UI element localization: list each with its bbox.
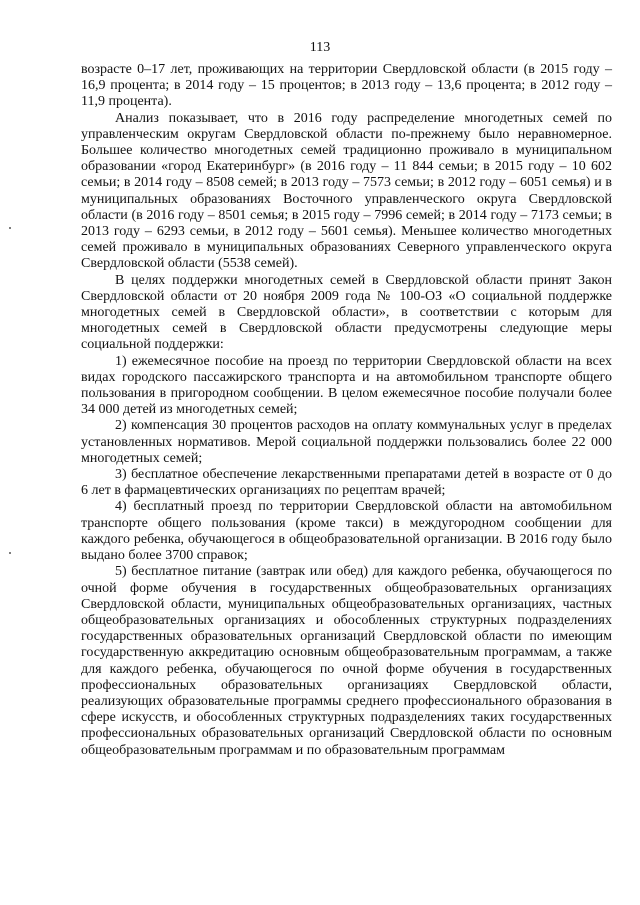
list-item-travel-allowance: 1) ежемесячное пособие на проезд по территории Свердловской области на всех видах городского пассажирского транспорта и на автомобильном транспорте общего пользования в пригородном сообщении. В целом ежемесячное пособие получали более 34 000 детей из многодетных семей; xyxy=(81,353,612,418)
list-item-free-meals: 5) бесплатное питание (завтрак или обед) для каждого ребенка, обучающегося по очной форме обучения в государственных общеобразовательных организациях Свердловской области, муниципальных общеобразовательных организациях, частных общеобразовательных организациях и обособленных структурных подразделениях государственных образовательных организаций Свердловской области по имеющим государственную аккредитацию основным общеобразовательным программам, а также для каждого ребенка, обучающегося по очной форме обучения в государственных профессиональных образовательных организациях Свердловской области, реализующих образовательные программы среднего профессионального образования в сфере искусств, и обособленных структурных подразделениях таких государственных профессиональных образовательных организаций Свердловской области по основным общеобразовательным программам и по образовательным программам xyxy=(81,564,612,758)
list-item-free-intercity-travel: 4) бесплатный проезд по территории Свердловской области на автомобильном транспорте общего пользования (кроме такси) в междугородном сообщении для каждого ребенка, обучающегося в общеобразовательной организации. В 2016 году было выдано более 3700 справок; xyxy=(81,499,612,564)
paragraph-law-reference: В целях поддержки многодетных семей в Свердловской области принят Закон Свердловской области от 20 ноября 2009 года № 100-ОЗ «О социальной поддержке многодетных семей в Свердловской области», в соответствии с которым для многодетных семей в Свердловской области предусмотрены следующие меры социальной поддержки: xyxy=(81,272,612,353)
paragraph-distribution-analysis: Анализ показывает, что в 2016 году распределение многодетных семей по управленческим округам Свердловской области по-прежнему было неравномерное. Большее количество многодетных семей традиционно проживало в муниципальном образовании «город Екатеринбург» (в 2016 году – 11 844 семьи; в 2015 году – 10 602 семьи; в 2014 году – 8508 семей; в 2013 году – 7573 семьи; в 2012 году – 6051 семья) и в муниципальных образованиях Восточного управленческого округа Свердловской области (в 2016 году – 8501 семья; в 2015 году – 7996 семей; в 2014 году – 7173 семьи; в 2013 году – 6293 семьи, в 2012 году – 5601 семья). Меньшее количество многодетных семей проживало в муниципальных образованиях Северного управленческого округа Свердловской области (5538 семей). xyxy=(81,110,612,272)
page-number: 113 xyxy=(309,40,331,55)
document-body xyxy=(81,62,612,759)
scan-mark xyxy=(9,227,11,229)
list-item-utility-compensation: 2) компенсация 30 процентов расходов на оплату коммунальных услуг в пределах установленных нормативов. Мерой социальной поддержки пользовались более 22 000 многодетных семей; xyxy=(81,418,612,466)
paragraph-continuation: возрасте 0–17 лет, проживающих на территории Свердловской области (в 2015 году – 16,9 процента; в 2014 году – 15 процентов; в 2013 году – 13,6 процента; в 2012 году – 11,9 процента). xyxy=(81,62,612,110)
list-item-free-medicine: 3) бесплатное обеспечение лекарственными препаратами детей в возрасте от 0 до 6 лет в фармацевтических организациях по рецептам врачей; xyxy=(81,467,612,499)
scan-mark xyxy=(9,552,11,554)
